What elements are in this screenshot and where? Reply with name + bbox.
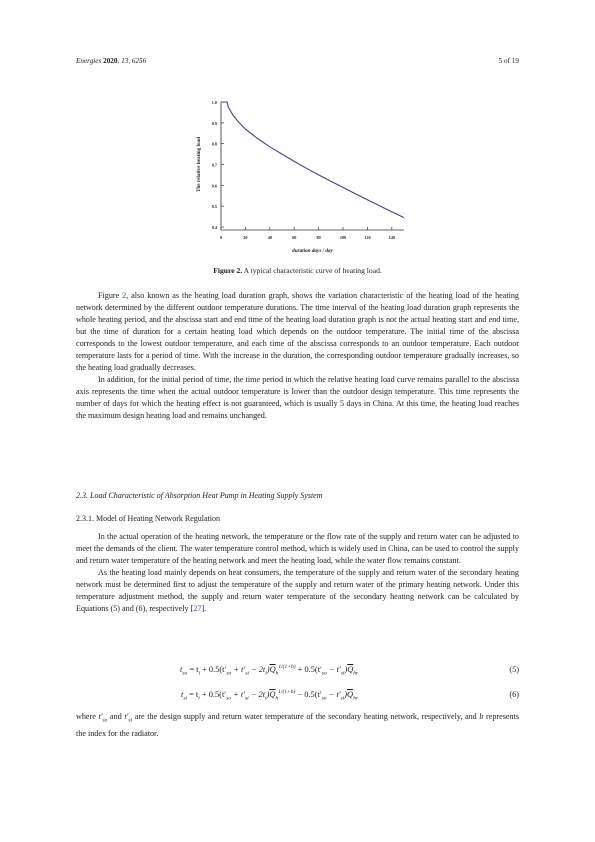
y-tick-label: 0.5 bbox=[211, 204, 217, 210]
section-heading-2-3: 2.3. Load Characteristic of Absorption Heat Pump in Heating Supply System bbox=[76, 491, 323, 500]
paragraph-secondary-network: As the heating load mainly depends on heat consumers, the temperature of the supply and return water of the secondary heating network must be determined first to adjust the temperature of the supply and return water of the primary heating network. Under this temperature adjustment method, the supply and return water temperature of the secondary heating network can be calculated by Equations (5) and (6), respectively [27]. bbox=[76, 567, 519, 613]
x-tick-label: 60 bbox=[292, 235, 297, 240]
x-tick-label: 0 bbox=[219, 235, 223, 240]
x-axis-label: duration days / day bbox=[292, 248, 333, 254]
y-tick-label: 0.8 bbox=[211, 141, 217, 147]
paragraph-figure-description: Figure 2, also known as the heating load duration graph, shows the variation characteristic of the heating load of the heating network determined by the different outdoor temperature durations. The time interval of the heating load duration graph represents the whole heating period, and the abscissa start and end time of the heating load duration graph is not the actual heating start and end time, but the time of duration for a certain heating load which depends on the outdoor temperature. The initial time of the abscissa corresponds to the lowest outdoor temperature, and each time of the abscissa corresponds to an outdoor temperature. Each outdoor temperature lasts for a period of time. With the increase in the duration, the corresponding outdoor temperature gradually increases, so the heating load gradually decreases. In addition, for the initial period of time, the time period in which the relative heating load curve remains parallel to the abscissa axis represents the time when the actual outdoor temperature is lower than the outdoor design temperature. This time represents the number of days for which the heating effect is not guaranteed, which is usually 5 days in China. At this time, the heating load reaches the maximum design heating load and remains unchanged. bbox=[76, 291, 519, 420]
x-tick-label: 80 bbox=[316, 235, 321, 240]
x-tick-label: 120 bbox=[364, 235, 371, 240]
heating-load-curve bbox=[221, 102, 404, 218]
equation-5: $t_{so} = t_i + 0.5(t'_{so} + t'_{si} - 2t_i)\overline{Q}_h^{1/(1+b)} + 0.5(t'_{so} - t'_{si})\overline{Q}_{hr}$ bbox=[180, 664, 359, 677]
y-tick-label: 0.6 bbox=[211, 183, 217, 189]
y-tick-label: 0.7 bbox=[211, 162, 217, 168]
equation-6: $t_{si} = t_i + 0.5(t'_{so} + t'_{si} - 2t_i)\overline{Q}_h^{1/(1+b)} - 0.5(t'_{so} - t'_{si})\overline{Q}_{hr}$ bbox=[181, 689, 358, 702]
x-tick-label: 140 bbox=[388, 235, 395, 240]
x-tick-label: 20 bbox=[243, 235, 248, 240]
paragraph-variable-definitions: where $t'_{so}$ and $t'_{si}$ are the design supply and return water temperature of the secondary heating network, respectively, and b represents the index for the radiator. bbox=[76, 712, 519, 738]
equation-6-number: (6) bbox=[509, 690, 519, 699]
figure-reference-link[interactable]: 2 bbox=[122, 291, 127, 300]
paragraph-regulation: In the actual operation of the heating network, the temperature or the flow rate of the supply and return water can be adjusted to meet the demands of the client. The water temperature control method, which is widely used in China, can be used to control the supply and return water temperature of the heating network and meet the heating load, while the water flow remains constant. As the heating load mainly depends on heat consumers, the temperature of the supply and return water of the secondary heating network must be determined first to adjust the temperature of the supply and return water of the primary heating network. Under this temperature adjustment method, the supply and return water temperature of the secondary heating network can be calculated by Equations (5) and (6), respectively [27]. bbox=[76, 532, 519, 613]
y-tick-label: 0.4 bbox=[211, 225, 217, 230]
heating-load-chart bbox=[186, 92, 416, 262]
y-tick-label: 0.9 bbox=[211, 120, 217, 126]
equation-5-number: (5) bbox=[509, 665, 519, 674]
figure-caption: Figure 2. A typical characteristic curve of heating load. bbox=[213, 266, 382, 275]
x-tick-label: 100 bbox=[339, 235, 347, 240]
citation-link[interactable]: 27 bbox=[193, 603, 202, 613]
page-number: 5 of 19 bbox=[498, 57, 519, 65]
paragraph-initial-period: In addition, for the initial period of time, the time period in which the relative heating load curve remains parallel to the abscissa axis represents the time when the actual outdoor temperature is lower than the outdoor design temperature. This time represents the number of days for which the heating effect is not guaranteed, which is usually 5 days in China. At this time, the heating load reaches the maximum design heating load and remains unchanged. bbox=[76, 374, 519, 420]
section-heading-2-3-1: 2.3.1. Model of Heating Network Regulation bbox=[76, 514, 220, 523]
running-header-citation: Energies 2020, 13, 6256 bbox=[76, 57, 147, 65]
y-axis-label: The relative heating load bbox=[196, 136, 202, 193]
y-tick-label: 1.0 bbox=[211, 100, 217, 105]
x-tick-label: 40 bbox=[267, 235, 272, 240]
